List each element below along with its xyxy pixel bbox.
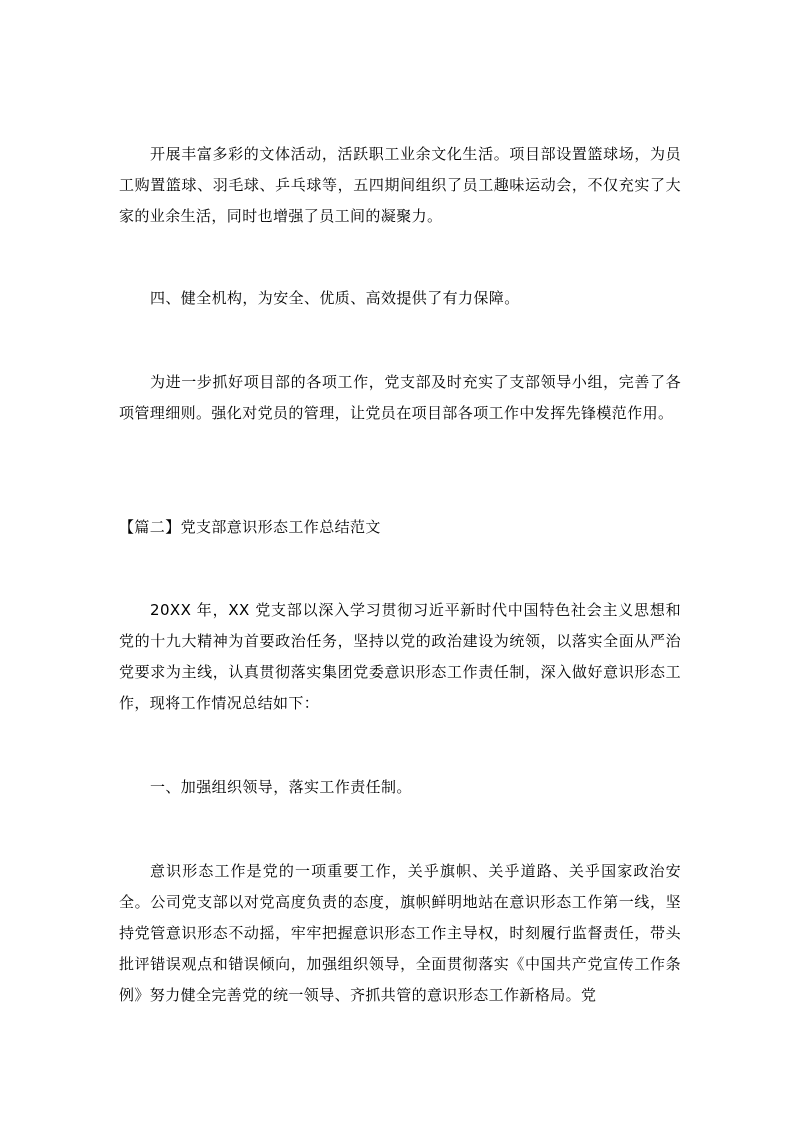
article-title: 【篇二】党支部意识形态工作总结范文 <box>119 518 381 536</box>
paragraph-project-work: 为进一步抓好项目部的各项工作，党支部及时充实了支部领导小组，完善了各项管理细则。强化对党员的管理，让党员在项目部各项工作中发挥先锋模范作用。 <box>119 373 681 422</box>
paragraph-cultural-activities: 开展丰富多彩的文体活动，活跃职工业余文化生活。项目部设置篮球场，为员工购置篮球、羽毛球、乒乓球等，五四期间组织了员工趣味运动会，不仅充实了大家的业余生活，同时也增强了员工间的凝聚力。 <box>119 145 681 225</box>
paragraph-ideology-work: 意识形态工作是党的一项重要工作，关乎旗帜、关乎道路、关乎国家政治安全。公司党支部以对党高度负责的态度，旗帜鲜明地站在意识形态工作第一线，坚持党管意识形态不动摇，牢牢把握意识形态工作主导权，时刻履行监督责任，带头批评错误观点和错误倾向，加强组织领导，全面贯彻落实《中国共产党宣传工作条例》努力健全完善党的统一领导、齐抓共管的意识形态工作新格局。党 <box>119 862 681 1004</box>
section-heading-one: 一、加强组织领导，落实工作责任制。 <box>150 778 412 796</box>
section-heading-four: 四、健全机构，为安全、优质、高效提供了有力保障。 <box>150 289 520 307</box>
paragraph-intro: 20XX 年，XX 党支部以深入学习贯彻习近平新时代中国特色社会主义思想和党的十九大精神为首要政治任务，坚持以党的政治建设为统领，以落实全面从严治党要求为主线，认真贯彻落实集团党委意识形态工作责任制，深入做好意识形态工作，现将工作情况总结如下： <box>119 601 681 712</box>
